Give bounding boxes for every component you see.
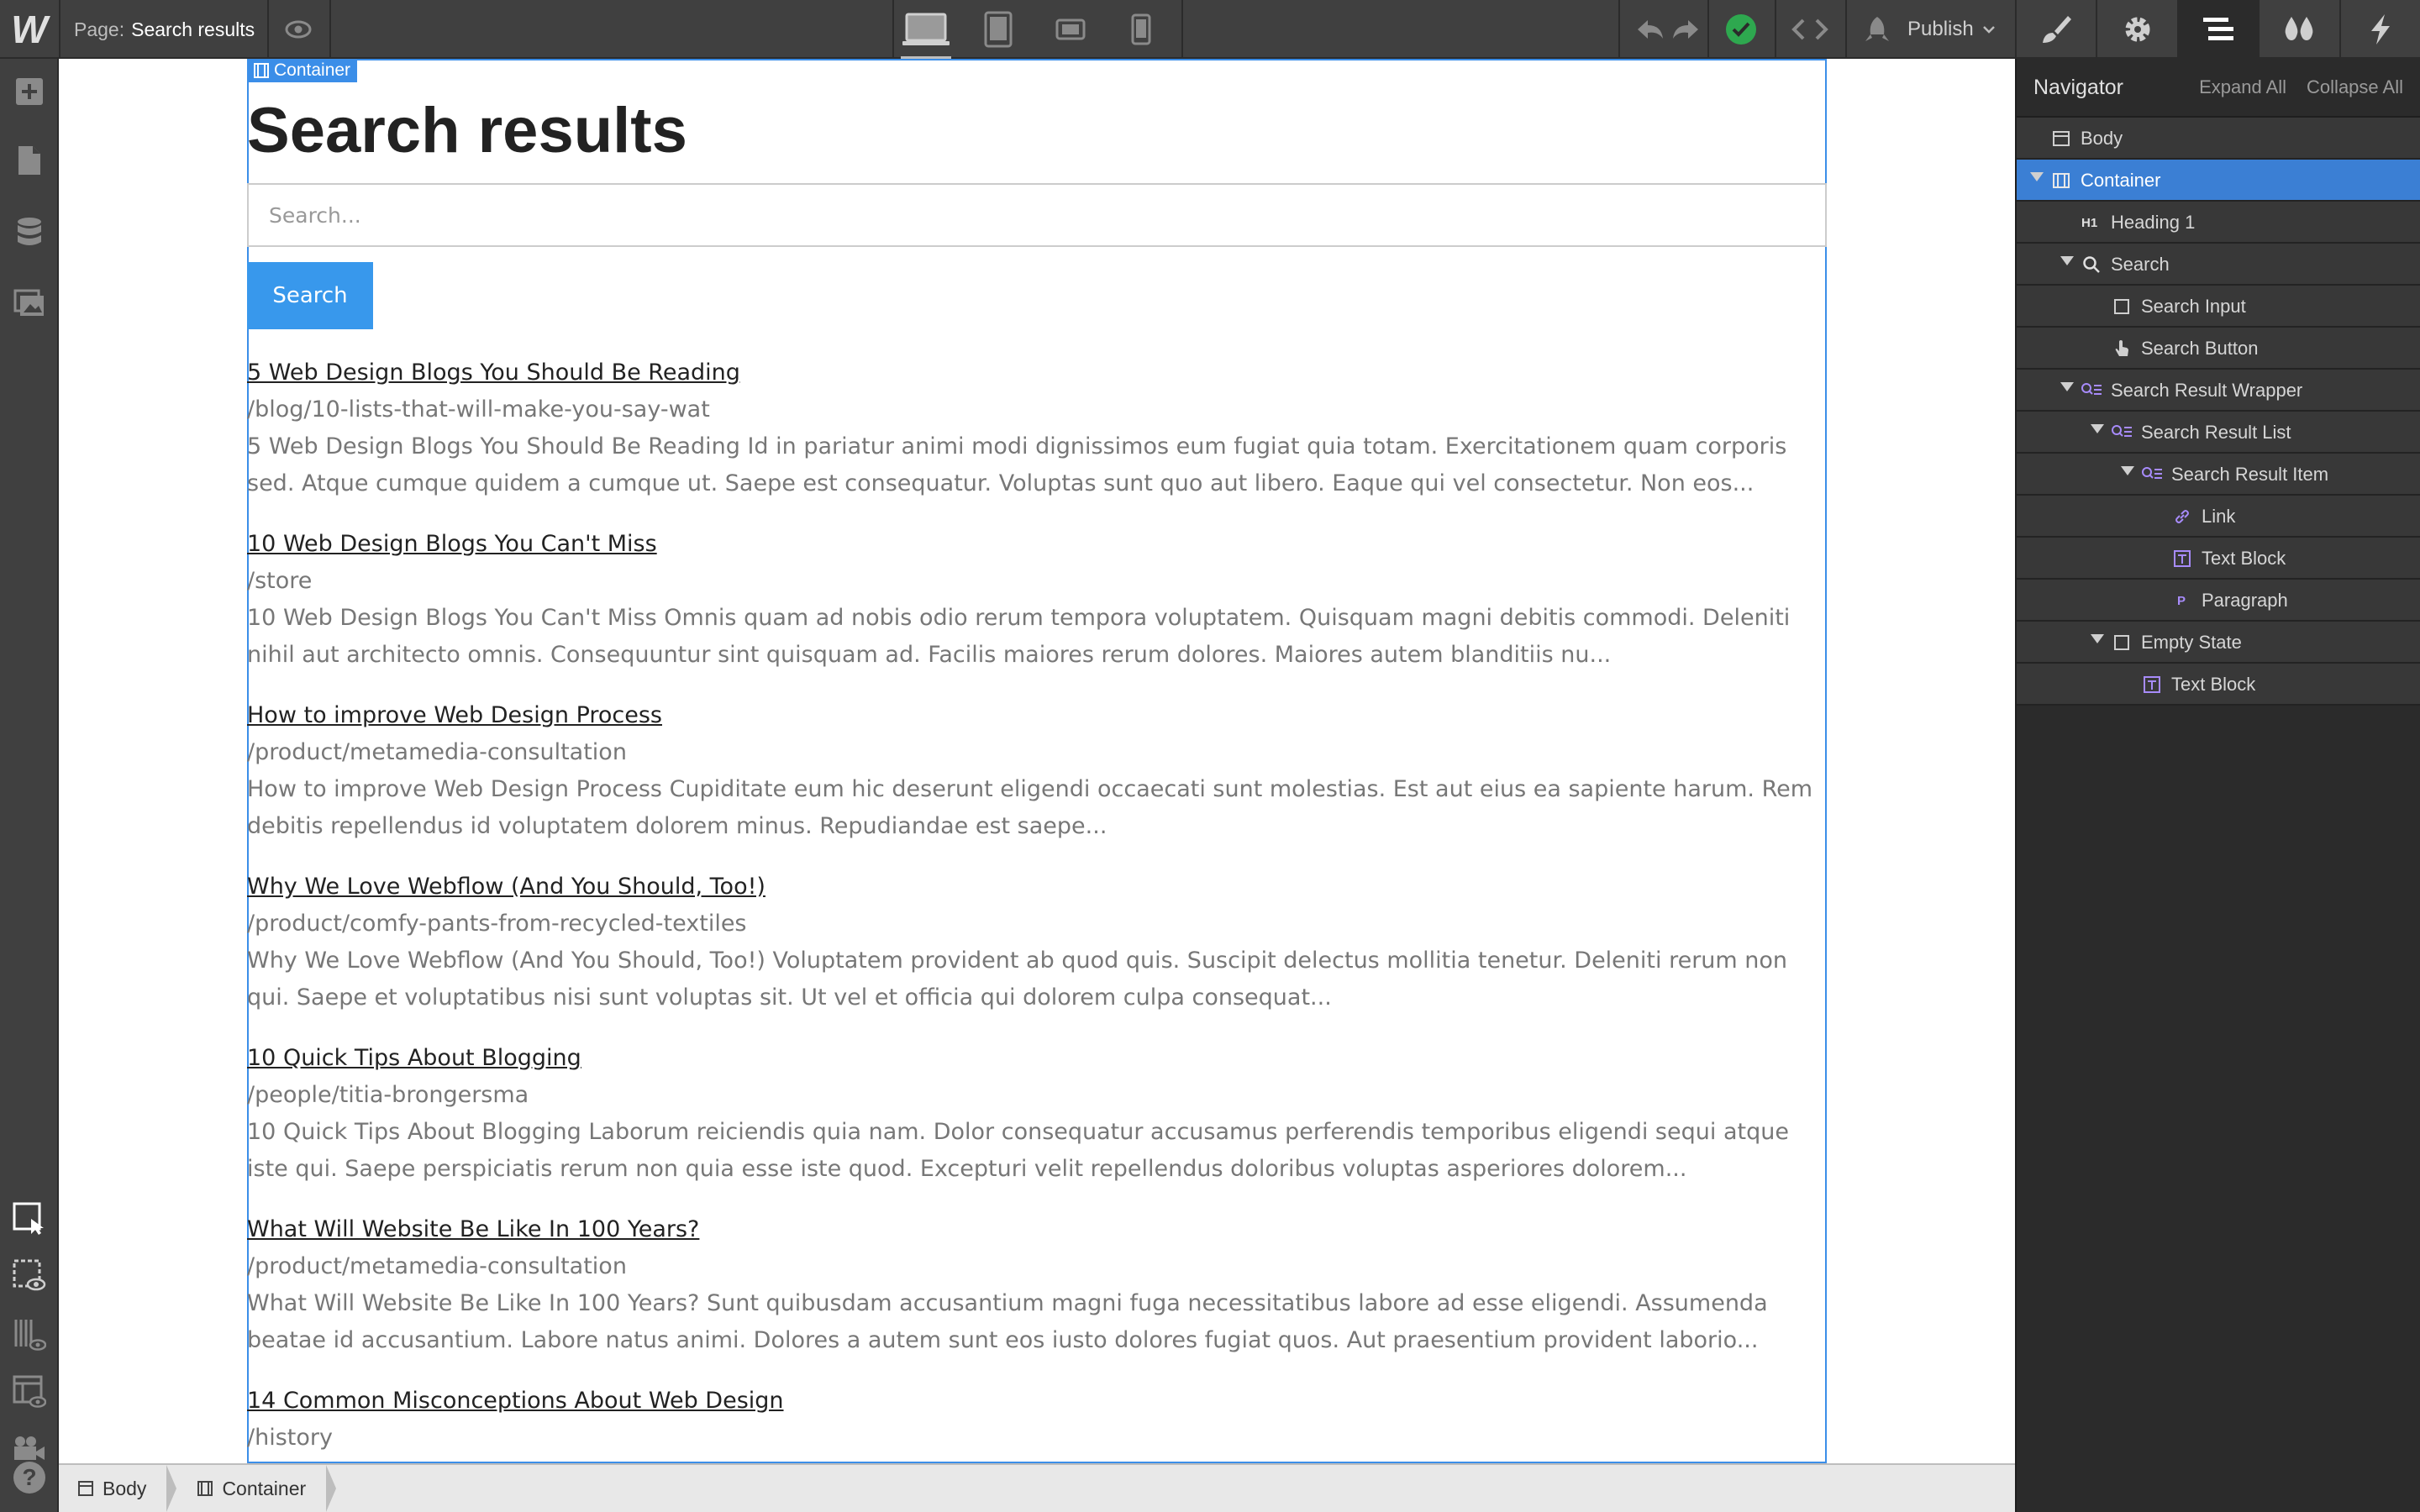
result-link[interactable]: 14 Common Misconceptions About Web Design (247, 1388, 784, 1414)
divider (1181, 0, 1183, 59)
search-result-item (247, 1040, 1827, 1211)
panel-tabs (2015, 0, 2420, 59)
container-label-tag (247, 59, 357, 82)
divider (267, 0, 269, 59)
navigator-item-search-result-list[interactable] (2017, 412, 2420, 454)
navigator-item-label: Body (2081, 128, 2123, 149)
text-block-icon (2141, 674, 2163, 696)
divider (329, 0, 331, 59)
top-bar (0, 0, 2420, 59)
preview-outline-icon[interactable] (0, 1247, 59, 1305)
expand-toggle-icon[interactable] (2091, 634, 2104, 643)
navigator-item-container[interactable] (2017, 160, 2420, 202)
link-icon (2171, 506, 2193, 528)
preview-eye-icon[interactable] (284, 15, 313, 44)
navigator-item-label: Paragraph (2202, 590, 2288, 611)
svg-text:P: P (2177, 594, 2186, 608)
swatches-drops-icon[interactable] (2258, 0, 2338, 59)
breadcrumb-label: Container (222, 1477, 307, 1499)
search-result-item (247, 1211, 1827, 1383)
result-snippet: 10 Web Design Blogs You Can't Miss Omnis quam ad nobis odio rerum tempora voluptatem. Quisquam magni debitis commodi. Deleniti nihil aut architecto omnis. Consequuntur sint quisquam ad. Facilis maiores rerum dolores. Maiores autem blanditiis nu... (247, 605, 1791, 668)
xray-grid-icon[interactable] (0, 1305, 59, 1364)
navigator-item-label: Text Block (2202, 548, 2286, 569)
style-brush-icon[interactable] (2015, 0, 2096, 59)
breadcrumb-body[interactable] (59, 1465, 168, 1512)
result-snippet: What Will Website Be Like In 100 Years? Sunt quibusdam accusantium magni fuga necessitatibus labore ad esse eligendi. Assumenda beatae id accusantium. Labore natus animi. Dolores a autem sunt eos iusto dolores fugiat quos. Aut praesentium provident laborio... (247, 1290, 1768, 1353)
search-result-item (247, 1383, 1827, 1463)
select-element-icon[interactable] (0, 1189, 59, 1248)
expand-toggle-icon[interactable] (2091, 424, 2104, 433)
search-result-item (247, 354, 1827, 526)
collapse-all-button[interactable]: Collapse All (2307, 76, 2403, 97)
rocket-icon (1862, 14, 1892, 45)
publish-button[interactable] (1862, 0, 2005, 59)
paragraph-icon (2171, 590, 2193, 612)
container-icon (197, 1480, 213, 1497)
breadcrumb-label: Body (103, 1477, 147, 1499)
navigator-item-search-input[interactable] (2017, 286, 2420, 328)
mobile-portrait-view-icon[interactable] (1107, 0, 1175, 59)
divider (59, 0, 60, 59)
desktop-view-icon[interactable] (892, 0, 960, 59)
hand-icon (2111, 338, 2133, 360)
navigator-item-text-block[interactable] (2017, 664, 2420, 706)
search-result-icon (2111, 422, 2133, 444)
expand-all-button[interactable]: Expand All (2199, 76, 2287, 97)
search-button[interactable]: Search (247, 262, 373, 329)
divider (1618, 0, 1620, 59)
navigator-item-label: Empty State (2141, 632, 2242, 653)
chevron-down-icon (1982, 24, 1996, 34)
navigator-item-link[interactable] (2017, 496, 2420, 538)
container-tag-label: Container (274, 60, 351, 80)
search-icon (2081, 254, 2102, 276)
svg-text:H1: H1 (2081, 216, 2098, 230)
search-input[interactable]: Search... (247, 183, 1827, 247)
navigator-item-body[interactable] (2017, 118, 2420, 160)
result-link[interactable]: What Will Website Be Like In 100 Years? (247, 1216, 700, 1242)
result-url: /product/comfy-pants-from-recycled-textiles (247, 911, 747, 937)
mobile-landscape-view-icon[interactable] (1037, 0, 1104, 59)
result-url: /blog/10-lists-that-will-make-you-say-wat (247, 396, 710, 423)
result-link[interactable]: How to improve Web Design Process (247, 702, 662, 728)
navigator-item-search-result-item[interactable] (2017, 454, 2420, 496)
navigator-item-search[interactable] (2017, 244, 2420, 286)
device-switcher (892, 0, 1181, 59)
interactions-lightning-icon[interactable] (2339, 0, 2420, 59)
input-icon (2111, 296, 2133, 318)
result-url: /history (247, 1425, 333, 1451)
result-link[interactable]: Why We Love Webflow (And You Should, Too!) (247, 874, 765, 900)
navigator-item-label: Search Result Wrapper (2111, 380, 2303, 401)
page-label: Page: (74, 18, 125, 40)
search-result-icon (2081, 380, 2102, 402)
layout-preview-icon[interactable] (0, 1362, 59, 1421)
page-name: Search results (131, 18, 255, 40)
heading-icon (2081, 212, 2102, 234)
code-export-icon[interactable] (1776, 0, 1844, 59)
result-snippet: How to improve Web Design Process Cupiditate eum hic deserunt eligendi occaecati sunt molestias. Est aut eius ea sapiente harum. Rem debitis repellendus id voluptatem dolorem minus. Repudiandae est saepe... (247, 776, 1813, 839)
cms-database-icon[interactable] (0, 203, 59, 262)
webflow-logo[interactable]: W (11, 8, 48, 51)
navigator-header (2017, 59, 2420, 118)
result-url: /store (247, 568, 313, 594)
site-status-check-icon[interactable] (1709, 0, 1773, 59)
search-result-item (247, 697, 1827, 869)
expand-toggle-icon[interactable] (2121, 466, 2134, 475)
design-canvas[interactable] (59, 59, 2015, 1463)
search-result-item (247, 869, 1827, 1040)
navigator-item-label: Heading 1 (2111, 212, 2196, 233)
navigator-item-heading-1[interactable] (2017, 202, 2420, 244)
result-url: /people/titia-brongersma (247, 1082, 529, 1108)
search-result-list (247, 354, 1827, 1463)
result-snippet: 10 Quick Tips About Blogging Laborum reiciendis quia nam. Dolor consequatur accusamus perferendis temporibus eligendi sequi atque iste qui. Saepe perspiciatis rerum non quia esse iste quod. Excepturi velit repellendus doloribus voluptas asperiores dolorem... (247, 1119, 1789, 1182)
divider (1845, 0, 1847, 59)
navigator-tree (2017, 118, 2420, 706)
expand-toggle-icon[interactable] (2030, 172, 2044, 181)
text-block-icon (2171, 548, 2193, 570)
assets-images-icon[interactable] (0, 274, 59, 333)
left-toolbar (0, 59, 59, 1512)
tablet-view-icon[interactable] (965, 0, 1032, 59)
add-panel-icon[interactable] (0, 62, 59, 121)
navigator-title: Navigator (2033, 75, 2123, 99)
help-icon[interactable]: ? (13, 1462, 45, 1494)
navigator-item-empty-state[interactable] (2017, 622, 2420, 664)
navigator-tab-icon[interactable] (2177, 0, 2258, 59)
result-url: /product/metamedia-consultation (247, 1253, 627, 1279)
search-result-icon (2141, 464, 2163, 486)
breadcrumb (59, 1463, 2015, 1512)
breadcrumb-container[interactable] (168, 1465, 328, 1512)
navigator-item-label: Search Result Item (2171, 464, 2329, 485)
result-snippet: 5 Web Design Blogs You Should Be Reading Id in pariatur animi modi dignissimos eum fugiat quia totam. Exercitationem quam corporis sed. Atque cumque quidem a cumque ut. Saepe est consequatur. Voluptas sunt quo aut libero. Eaque qui vel consectetur. Non eos... (247, 433, 1787, 496)
navigator-item-label: Container (2081, 170, 2161, 191)
container-icon (2050, 170, 2072, 192)
empty-state-icon (2111, 632, 2133, 654)
navigator-item-label: Text Block (2171, 674, 2256, 695)
navigator-item-paragraph[interactable] (2017, 580, 2420, 622)
navigator-item-search-result-wrapper[interactable] (2017, 370, 2420, 412)
body-icon (2050, 128, 2072, 150)
result-url: /product/metamedia-consultation (247, 739, 627, 765)
navigator-item-label: Search Input (2141, 296, 2246, 317)
result-snippet: Why We Love Webflow (And You Should, Too!) Voluptatem provident ab quod quis. Suscipit delectus mollitia tenetur. Deleniti rerum non qui. Saepe et voluptatibus nisi sunt voluptas sit. Ut vel et officia qui dolorem culpa consequat... (247, 948, 1788, 1011)
redo-icon[interactable] (1667, 0, 1704, 59)
navigator-item-label: Search Button (2141, 338, 2259, 359)
navigator-item-text-block[interactable] (2017, 538, 2420, 580)
navigator-panel (2015, 59, 2420, 1512)
navigator-item-label: Search (2111, 254, 2170, 275)
page-selector[interactable] (74, 18, 255, 41)
navigator-item-label: Search Result List (2141, 422, 2291, 443)
body-icon (77, 1480, 94, 1497)
undo-icon[interactable] (1632, 0, 1669, 59)
pages-icon[interactable] (0, 131, 59, 190)
publish-label: Publish (1907, 18, 1974, 40)
result-link[interactable]: 10 Quick Tips About Blogging (247, 1045, 581, 1071)
page-heading[interactable]: Search results (247, 95, 687, 166)
expand-toggle-icon[interactable] (2060, 256, 2074, 265)
container-icon (254, 63, 269, 78)
navigator-item-search-button[interactable] (2017, 328, 2420, 370)
search-result-item (247, 526, 1827, 697)
expand-toggle-icon[interactable] (2060, 382, 2074, 391)
settings-gear-icon[interactable] (2096, 0, 2176, 59)
navigator-item-label: Link (2202, 506, 2236, 527)
result-link[interactable]: 10 Web Design Blogs You Can't Miss (247, 531, 657, 557)
result-link[interactable]: 5 Web Design Blogs You Should Be Reading (247, 360, 740, 386)
